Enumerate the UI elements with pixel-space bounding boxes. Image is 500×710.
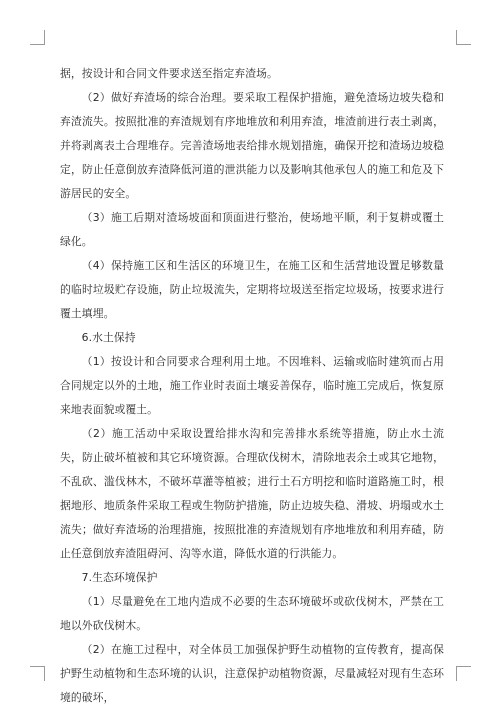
crop-mark-bottom-left bbox=[30, 666, 45, 681]
paragraph-drainage-erosion: （2）施工活动中采取设置给排水沟和完善排水系统等措施，防止水土流失，防止破坏植被和其它环境资源。合理砍伐树木，清除地表余土或其它地物，不乱砍、滥伐林木，不破坏草灌等植被；进行土石方明挖和临时道路施工时，根据地形、地质条件采取工程或生物防护措施，防止边坡失稳、滑坡、坍塌或水土流失；做好弃渣场的治理措施，按照批准的弃渣规划有序地堆放和利用弃碴，防止任意倒放弃渣阻碍河、沟等水道，降低水道的行洪能力。 bbox=[60, 427, 444, 560]
paragraph-continuation: 据，按设计和合同文件要求送至指定弃渣场。 bbox=[60, 67, 278, 80]
crop-mark-top-right bbox=[456, 30, 471, 45]
document-body bbox=[60, 62, 444, 710]
paragraph-wildlife-education: （2）在施工过程中，对全体员工加强保护野生动植物的宣传教育，提高保护野生动植物和生态环境的认识，注意保护动植物资源，尽量减轻对现有生态环境的破坏， bbox=[60, 643, 444, 704]
paragraph-sanitation: （4）保持施工区和生活区的环境卫生，在施工区和生活营地设置足够数量的临时垃圾贮存设施，防止垃圾流失，定期将垃圾送至指定垃圾场，按要求进行覆土填埋。 bbox=[60, 259, 444, 320]
section-heading-soil-water: 6.水土保持 bbox=[81, 331, 136, 344]
section-heading-ecology: 7.生态环境保护 bbox=[81, 571, 158, 584]
paragraph-slope-remediation: （3）施工后期对渣场坡面和顶面进行整治，使场地平顺，利于复耕或覆土绿化。 bbox=[60, 211, 444, 248]
crop-mark-bottom-right bbox=[456, 666, 471, 681]
paragraph-waste-site-management: （2）做好弃渣场的综合治理。要采取工程保护措施，避免渣场边坡失稳和弃渣流失。按照批准的弃渣规划有序地堆放和利用弃渣，堆渣前进行表土剥离，并将剥离表土合理堆存。完善渣场地表给排水规划措施，确保开挖和渣场边坡稳定，防止任意倒放弃渣降低河道的泄洪能力以及影响其他承包人的施工和危及下游居民的安全。 bbox=[60, 91, 444, 200]
crop-mark-top-left bbox=[30, 30, 45, 45]
paragraph-avoid-damage: （1）尽量避免在工地内造成不必要的生态环境破坏或砍伐树木，严禁在工地以外砍伐树木。 bbox=[60, 595, 444, 632]
paragraph-land-use: （1）按设计和合同要求合理利用土地。不因堆料、运输或临时建筑而占用合同规定以外的土地，施工作业时表面土壤妥善保存，临时施工完成后，恢复原来地表面貌或覆土。 bbox=[60, 355, 444, 416]
